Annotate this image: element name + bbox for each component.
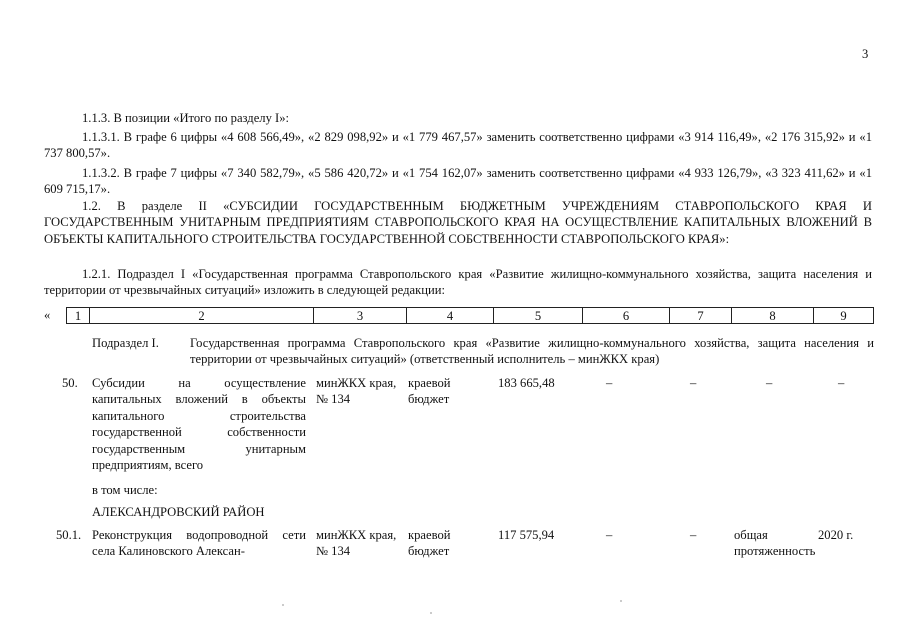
scan-speck (282, 604, 284, 606)
row-50-1-col5: 117 575,94 (498, 528, 555, 542)
row-50-executor: минЖКХ края, № 134 (316, 376, 397, 407)
row-50-1-col8: общая протяженность (734, 528, 816, 559)
col-num-4: 4 (406, 307, 493, 324)
col-num-8: 8 (731, 307, 813, 324)
paragraph-1-2-1: 1.2.1. Подраздел I «Государственная программа Ставропольского края «Развитие жилищно-коммунального хозяйства, защита населения и территории от чрезвычайных ситуаций» изложить в следующей редакции: (44, 267, 872, 298)
col-num-5: 5 (493, 307, 582, 324)
row-50-1-source: краевой бюджет (408, 528, 451, 559)
col-num-7: 7 (669, 307, 731, 324)
subsection-title: Государственная программа Ставропольского края «Развитие жилищно-коммунального хозяйства, защита населения и территории от чрезвычайных ситуаций» (ответственный исполнитель – минЖКХ края) (190, 336, 874, 367)
including-label: в том числе: (92, 483, 158, 497)
page-number: 3 (862, 47, 869, 61)
table-header-row (66, 307, 874, 324)
row-50-col7: – (690, 376, 697, 390)
scan-speck (620, 600, 622, 602)
district-heading: АЛЕКСАНДРОВСКИЙ РАЙОН (92, 505, 265, 519)
row-50-1-col6: – (606, 528, 613, 542)
row-50-source: краевой бюджет (408, 376, 451, 407)
paragraph-1-1-3-2: 1.1.3.2. В графе 7 цифры «7 340 582,79», «5 586 420,72» и «1 754 162,07» заменить соответственно цифрами «4 933 126,79», «3 323 411,62» и «1 609 715,17». (44, 166, 872, 197)
paragraph-1-1-3: 1.1.3. В позиции «Итого по разделу I»: (82, 111, 290, 125)
col-num-1: 1 (66, 307, 89, 324)
row-50-name: Субсидии на осуществление капитальных вложений в объекты капитального строительства государственной собственности государственным унитарным предприятиям, всего (92, 376, 306, 473)
row-50-number: 50. (62, 376, 78, 390)
row-50-1-name: Реконструкция водопроводной сети села Калиновского Алексан- (92, 528, 306, 559)
row-50-1-executor: минЖКХ края, № 134 (316, 528, 397, 559)
col-num-2: 2 (89, 307, 313, 324)
paragraph-1-2: 1.2. В разделе II «СУБСИДИИ ГОСУДАРСТВЕННЫМ БЮДЖЕТНЫМ УЧРЕЖДЕНИЯМ СТАВРОПОЛЬСКОГО КРАЯ И ГОСУДАРСТВЕННЫМ УНИТАРНЫМ ПРЕДПРИЯТИЯМ СТАВРОПОЛЬСКОГО КРАЯ НА ОСУЩЕСТВЛЕНИЕ КАПИТАЛЬНЫХ ВЛОЖЕНИЙ В ОБЪЕКТЫ КАПИТАЛЬНОГО СТРОИТЕЛЬСТВА ГОСУДАРСТВЕННОЙ СОБСТВЕННОСТИ СТАВРОПОЛЬСКОГО КРАЯ»: (44, 199, 872, 246)
row-50-col8: – (766, 376, 773, 390)
col-num-3: 3 (313, 307, 406, 324)
row-50-1-number: 50.1. (56, 528, 82, 542)
col-num-9: 9 (813, 307, 874, 324)
row-50-col9: – (838, 376, 845, 390)
open-quote: « (44, 308, 51, 322)
row-50-col5: 183 665,48 (498, 376, 555, 390)
row-50-1-col7: – (690, 528, 697, 542)
scan-speck (430, 612, 432, 614)
row-50-col6: – (606, 376, 613, 390)
col-num-6: 6 (582, 307, 669, 324)
row-50-1-col9: 2020 г. (818, 528, 854, 542)
paragraph-1-1-3-1: 1.1.3.1. В графе 6 цифры «4 608 566,49», «2 829 098,92» и «1 779 467,57» заменить соответственно цифрами «3 914 116,49», «2 176 315,92» и «1 737 800,57». (44, 130, 872, 161)
subsection-label: Подраздел I. (92, 336, 159, 350)
